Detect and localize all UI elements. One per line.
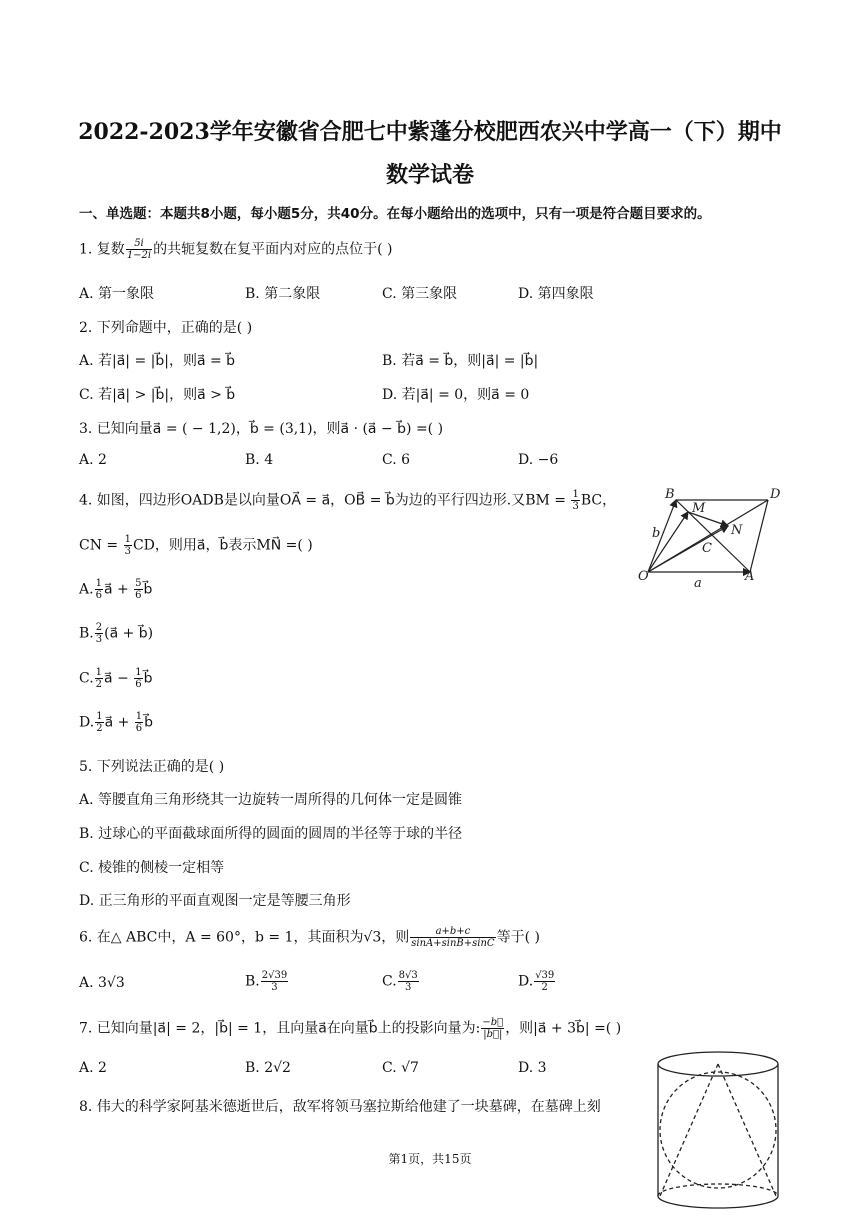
- section-heading: 一、单选题：本题共8小题，每小题5分，共40分。在每小题给出的选项中，只有一项是符合题目要求的。: [79, 206, 711, 222]
- q4-option-c: C. $\frac{1}{2}$ a⃗ − $\frac{1}{6}$ b⃗: [79, 667, 153, 690]
- question-6: [79, 926, 540, 949]
- q5-option-b: B. 过球心的平面截球面所得的圆面的圆周的半径等于球的半径: [79, 826, 463, 842]
- q4-frac2: $\frac{1}{3}$: [124, 534, 131, 557]
- q1-post: 的共轭复数在复平面内对应的点位于( ): [153, 241, 393, 258]
- page-footer: 第1页，共15页: [388, 1152, 472, 1166]
- q7-option-a: A. 2: [79, 1060, 107, 1076]
- q1-fraction: $\frac{5i}{1-2i}$: [126, 238, 152, 261]
- q2-option-d: D. 若|a⃗| = 0，则a⃗ = 0: [382, 387, 530, 403]
- q3-option-d: D. −6: [518, 452, 559, 468]
- q4-a-frac2: $\frac{5}{6}$: [135, 578, 142, 601]
- fig-label-d: D: [770, 487, 781, 502]
- q6-option-d: D. $\frac{√39}{2}$: [518, 970, 555, 993]
- q4-frac1: $\frac{1}{3}$: [572, 489, 579, 512]
- question-2: 2. 下列命题中，正确的是( ): [79, 320, 253, 336]
- question-8: 8. 伟大的科学家阿基米德逝世后，敌军将领马塞拉斯给他建了一块墓碑，在墓碑上刻: [79, 1099, 601, 1115]
- q2-option-c: C. 若|a⃗| > |b⃗|，则a⃗ > b⃗: [79, 387, 236, 403]
- q7-option-b: B. 2√2: [245, 1060, 291, 1076]
- q3-option-a: A. 2: [79, 452, 107, 468]
- question-1: [79, 238, 393, 261]
- fig-label-vec-b: b: [652, 526, 661, 541]
- q6-option-c: C. $\frac{8√3}{3}$: [382, 970, 418, 993]
- question-7: [79, 1017, 621, 1040]
- q7-option-c: C. √7: [382, 1060, 419, 1076]
- q6-option-b: B. $\frac{2√39}{3}$: [245, 970, 288, 993]
- q3-option-b: B. 4: [245, 452, 274, 468]
- page-title: 2022-2023学年安徽省合肥七中紫蓬分校肥西农兴中学高一（下）期中: [78, 119, 782, 145]
- fig-label-n: N: [731, 523, 743, 538]
- cylinder-sphere-cone-figure: [650, 1046, 790, 1214]
- question-4-line2: [79, 534, 313, 557]
- q1-option-d: D. 第四象限: [518, 286, 594, 302]
- q4-d-frac1: $\frac{1}{2}$: [96, 711, 103, 734]
- q4-text-b: BC，: [580, 492, 617, 509]
- q5-option-c: C. 棱锥的侧棱一定相等: [79, 860, 225, 876]
- q4-text-2a: CN =: [79, 537, 123, 554]
- question-4-line1: [79, 489, 616, 512]
- q4-c-frac2: $\frac{1}{6}$: [135, 667, 142, 690]
- q3-option-c: C. 6: [382, 452, 411, 468]
- q4-text-2b: CD，则用a⃗，b⃗表示MN⃗ =( ): [132, 537, 313, 554]
- q6-pre: 6. 在△ ABC中，A = 60°，b = 1，其面积为√3，则: [79, 929, 410, 946]
- parallelogram-figure: [632, 482, 792, 592]
- fig-label-b: B: [665, 487, 675, 502]
- q7-option-d: D. 3: [518, 1060, 547, 1076]
- q4-c-frac1: $\frac{1}{2}$: [95, 667, 103, 690]
- q4-text: 4. 如图，四边形OADB是以向量OA⃗ = a⃗，OB⃗ = b⃗为边的平行四边形.又BM =: [79, 492, 571, 509]
- fig-label-o: O: [638, 569, 649, 584]
- q1-option-c: C. 第三象限: [382, 286, 458, 302]
- q6-option-a: A. 3√3: [79, 975, 125, 991]
- q7-post: ，则|a⃗ + 3b⃗| =( ): [505, 1020, 622, 1037]
- fig-label-a: A: [745, 569, 755, 584]
- q6-fraction: $\frac{a+b+c}{\sin A+\sin B+\sin C}$: [411, 926, 495, 949]
- q6-post: 等于( ): [496, 929, 540, 946]
- q1-pre: 1. 复数: [79, 241, 125, 258]
- question-3: 3. 已知向量a⃗ = ( − 1,2)，b⃗ = (3,1)，则a⃗ · (a⃗ − b⃗) =( ): [79, 421, 444, 437]
- q1-option-b: B. 第二象限: [245, 286, 321, 302]
- q4-b-frac: $\frac{2}{3}$: [95, 622, 103, 645]
- question-5: 5. 下列说法正确的是( ): [79, 759, 225, 775]
- q5-option-d: D. 正三角形的平面直观图一定是等腰三角形: [79, 893, 351, 909]
- fig-label-c: C: [702, 541, 712, 556]
- fig-label-vec-a: a: [694, 576, 702, 591]
- q2-option-a: A. 若|a⃗| = |b⃗|，则a⃗ = b⃗: [79, 353, 236, 369]
- q4-d-frac2: $\frac{1}{6}$: [135, 711, 143, 734]
- q4-a-frac1: $\frac{1}{6}$: [95, 578, 102, 601]
- q5-option-a: A. 等腰直角三角形绕其一边旋转一周所得的几何体一定是圆锥: [79, 792, 463, 808]
- q1-option-a: A. 第一象限: [79, 286, 155, 302]
- fig-label-m: M: [692, 501, 706, 516]
- q7-pre: 7. 已知向量|a⃗| = 2，|b⃗| = 1，且向量a⃗在向量b⃗上的投影向量为:: [79, 1020, 481, 1037]
- page-subtitle: 数学试卷: [385, 162, 474, 188]
- q4-option-b: B. $\frac{2}{3}$ (a⃗ + b⃗): [79, 622, 154, 645]
- q7-fraction: $\frac{-b⃗}{|b⃗|}$: [482, 1017, 504, 1040]
- q4-option-d: D. $\frac{1}{2}$ a⃗ + $\frac{1}{6}$ b⃗: [79, 711, 154, 734]
- q2-option-b: B. 若a⃗ = b⃗，则|a⃗| = |b⃗|: [382, 353, 539, 369]
- q4-option-a: A. $\frac{1}{6}$ a⃗ + $\frac{5}{6}$ b⃗: [79, 578, 153, 601]
